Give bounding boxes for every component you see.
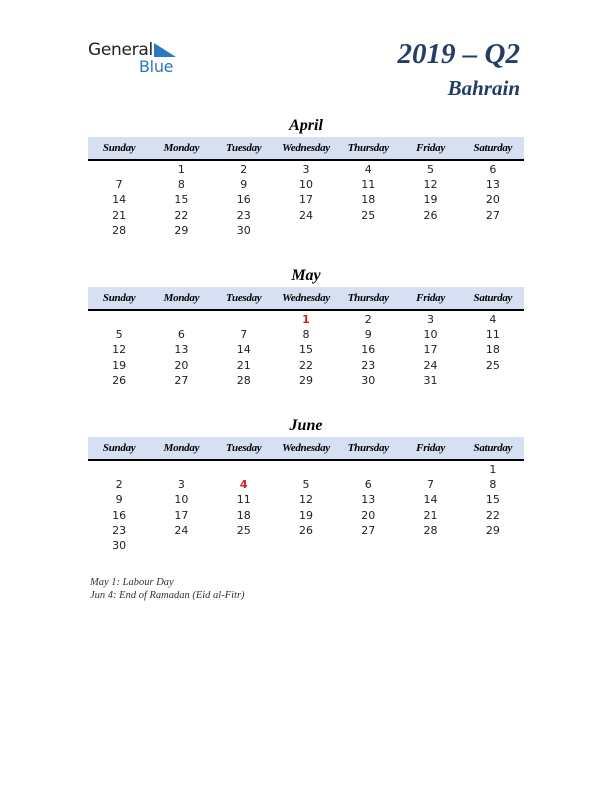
day-cell: 18: [485, 343, 500, 357]
logo-flag-icon: [154, 43, 178, 57]
day-cell: 17: [298, 193, 313, 207]
weekday-monday: Monday: [163, 292, 200, 304]
month-june: [88, 416, 524, 553]
day-cell: 9: [115, 493, 123, 507]
logo: [88, 40, 188, 76]
empty-day-cell: [150, 312, 212, 327]
weekday-friday: Friday: [416, 292, 445, 304]
day-cell: 23: [236, 208, 251, 222]
day-cell: 26: [298, 523, 313, 537]
day-cell: 17: [423, 343, 438, 357]
day-cell: 8: [489, 478, 497, 492]
day-cell: 31: [423, 373, 438, 387]
weekday-header: [88, 287, 524, 311]
day-cell: 10: [298, 178, 313, 192]
weekday-thursday: Thursday: [347, 292, 389, 304]
weekday-wednesday: Wednesday: [282, 142, 330, 154]
month-grid: [88, 461, 524, 553]
weekday-wednesday: Wednesday: [282, 292, 330, 304]
day-cell: 19: [298, 508, 313, 522]
weekday-saturday: Saturday: [473, 142, 513, 154]
logo-general-text: General: [88, 40, 153, 60]
weekday-friday: Friday: [416, 442, 445, 454]
empty-day-cell: [337, 538, 399, 553]
week-row: [88, 538, 524, 553]
country-name: Bahrain: [447, 76, 520, 100]
empty-day-cell: [275, 462, 337, 477]
empty-day-cell: [213, 312, 275, 327]
empty-day-cell: [462, 373, 524, 388]
day-cell: 7: [240, 328, 248, 342]
day-cell: 27: [485, 208, 500, 222]
day-cell: 21: [236, 358, 251, 372]
day-cell: 12: [423, 178, 438, 192]
weekday-thursday: Thursday: [347, 142, 389, 154]
empty-day-cell: [150, 538, 212, 553]
weekday-header: [88, 437, 524, 461]
month-title: May: [291, 267, 321, 284]
day-cell: 21: [423, 508, 438, 522]
day-cell: 26: [423, 208, 438, 222]
empty-day-cell: [462, 223, 524, 238]
week-row: [88, 523, 524, 538]
day-cell: 14: [236, 343, 251, 357]
empty-day-cell: [213, 538, 275, 553]
day-cell: 5: [427, 163, 435, 176]
day-cell: 11: [236, 493, 251, 507]
day-cell: 6: [177, 328, 185, 342]
week-row: [88, 327, 524, 342]
page-title: 2019 – Q2: [397, 38, 520, 70]
day-cell: 18: [236, 508, 251, 522]
week-row: [88, 373, 524, 388]
day-cell: 29: [485, 523, 500, 537]
day-cell: 1: [177, 163, 185, 176]
day-cell: 3: [302, 163, 310, 176]
day-cell: 15: [485, 493, 500, 507]
week-row: [88, 208, 524, 223]
day-cell: 2: [115, 478, 123, 492]
empty-day-cell: [88, 312, 150, 327]
day-cell: 6: [364, 478, 372, 492]
weekday-monday: Monday: [163, 442, 200, 454]
empty-day-cell: [275, 538, 337, 553]
day-cell: 18: [361, 193, 376, 207]
empty-day-cell: [88, 162, 150, 177]
day-cell: 25: [485, 358, 500, 372]
day-cell: 11: [361, 178, 376, 192]
month-grid: [88, 161, 524, 238]
day-cell: 17: [174, 508, 189, 522]
day-cell: 2: [240, 163, 248, 176]
day-cell: 23: [112, 523, 127, 537]
day-cell: 5: [302, 478, 310, 492]
holiday-day-cell: 4: [239, 478, 248, 492]
day-cell: 20: [361, 508, 376, 522]
weekday-saturday: Saturday: [473, 442, 513, 454]
day-cell: 8: [177, 178, 185, 192]
day-cell: 29: [298, 373, 313, 387]
day-cell: 22: [174, 208, 189, 222]
month-grid: [88, 311, 524, 388]
day-cell: 2: [364, 313, 372, 326]
day-cell: 25: [361, 208, 376, 222]
day-cell: 9: [364, 328, 372, 342]
day-cell: 10: [423, 328, 438, 342]
day-cell: 19: [112, 358, 127, 372]
day-cell: 14: [423, 493, 438, 507]
weekday-friday: Friday: [416, 142, 445, 154]
week-row: [88, 177, 524, 192]
weekday-sunday: Sunday: [102, 442, 136, 454]
week-row: [88, 477, 524, 492]
weekday-sunday: Sunday: [102, 142, 136, 154]
day-cell: 24: [174, 523, 189, 537]
month-title: April: [289, 117, 323, 134]
month-title: June: [289, 417, 323, 434]
day-cell: 28: [112, 223, 127, 237]
day-cell: 15: [174, 193, 189, 207]
day-cell: 3: [177, 478, 185, 492]
day-cell: 28: [236, 373, 251, 387]
day-cell: 22: [485, 508, 500, 522]
day-cell: 13: [361, 493, 376, 507]
day-cell: 4: [489, 313, 497, 326]
day-cell: 11: [485, 328, 500, 342]
day-cell: 13: [174, 343, 189, 357]
day-cell: 1: [489, 463, 497, 476]
week-row: [88, 358, 524, 373]
empty-day-cell: [275, 223, 337, 238]
day-cell: 16: [112, 508, 127, 522]
week-row: [88, 462, 524, 477]
empty-day-cell: [399, 462, 461, 477]
empty-day-cell: [213, 462, 275, 477]
day-cell: 12: [112, 343, 127, 357]
day-cell: 16: [361, 343, 376, 357]
empty-day-cell: [337, 223, 399, 238]
day-cell: 22: [298, 358, 313, 372]
day-cell: 23: [361, 358, 376, 372]
holiday-day-cell: 1: [302, 313, 310, 326]
day-cell: 24: [423, 358, 438, 372]
day-cell: 20: [174, 358, 189, 372]
day-cell: 19: [423, 193, 438, 207]
day-cell: 5: [115, 328, 123, 342]
day-cell: 7: [115, 178, 123, 192]
day-cell: 30: [112, 538, 127, 552]
weekday-tuesday: Tuesday: [226, 292, 262, 304]
holiday-note: May 1: Labour Day: [90, 577, 174, 588]
week-row: [88, 492, 524, 507]
weekday-sunday: Sunday: [102, 292, 136, 304]
day-cell: 30: [236, 223, 251, 237]
empty-day-cell: [462, 538, 524, 553]
weekday-tuesday: Tuesday: [226, 142, 262, 154]
logo-blue-text: Blue: [139, 57, 174, 76]
week-row: [88, 342, 524, 357]
weekday-saturday: Saturday: [473, 292, 513, 304]
weekday-monday: Monday: [163, 142, 200, 154]
weekday-thursday: Thursday: [347, 442, 389, 454]
empty-day-cell: [337, 462, 399, 477]
day-cell: 24: [298, 208, 313, 222]
week-row: [88, 162, 524, 177]
day-cell: 4: [364, 163, 372, 176]
holiday-notes: [90, 576, 245, 602]
day-cell: 27: [361, 523, 376, 537]
month-april: [88, 116, 524, 238]
weekday-header: [88, 137, 524, 161]
week-row: [88, 192, 524, 207]
empty-day-cell: [88, 462, 150, 477]
day-cell: 21: [112, 208, 127, 222]
weekday-wednesday: Wednesday: [282, 442, 330, 454]
day-cell: 30: [361, 373, 376, 387]
empty-day-cell: [399, 223, 461, 238]
month-may: [88, 266, 524, 388]
day-cell: 15: [298, 343, 313, 357]
empty-day-cell: [150, 462, 212, 477]
empty-day-cell: [399, 538, 461, 553]
holiday-note: Jun 4: End of Ramadan (Eid al-Fitr): [90, 590, 245, 601]
day-cell: 29: [174, 223, 189, 237]
day-cell: 7: [427, 478, 435, 492]
day-cell: 3: [427, 313, 435, 326]
week-row: [88, 312, 524, 327]
day-cell: 8: [302, 328, 310, 342]
day-cell: 20: [485, 193, 500, 207]
day-cell: 14: [112, 193, 127, 207]
week-row: [88, 223, 524, 238]
day-cell: 6: [489, 163, 497, 176]
day-cell: 12: [298, 493, 313, 507]
day-cell: 27: [174, 373, 189, 387]
weekday-tuesday: Tuesday: [226, 442, 262, 454]
day-cell: 9: [240, 178, 248, 192]
day-cell: 16: [236, 193, 251, 207]
day-cell: 10: [174, 493, 189, 507]
day-cell: 28: [423, 523, 438, 537]
day-cell: 13: [485, 178, 500, 192]
week-row: [88, 508, 524, 523]
day-cell: 26: [112, 373, 127, 387]
day-cell: 25: [236, 523, 251, 537]
